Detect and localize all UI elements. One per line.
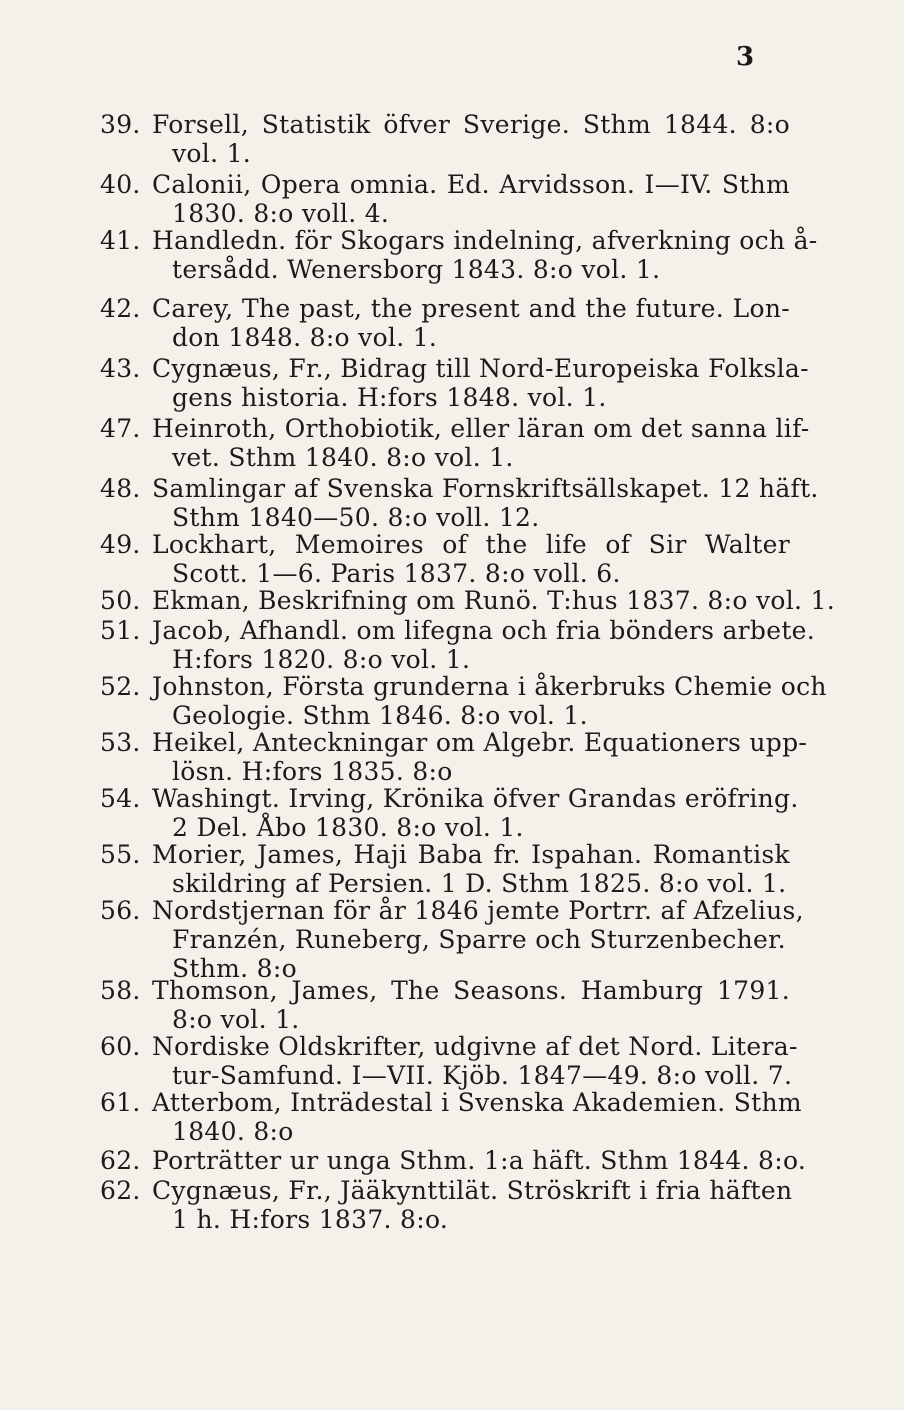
catalog-entry bbox=[100, 672, 827, 730]
entry-continuation-line: Sthm 1840—50. 8:o voll. 12. bbox=[172, 503, 540, 532]
entry-continuation-line: H:fors 1820. 8:o vol. 1. bbox=[172, 645, 471, 674]
entry-continuation-line: don 1848. 8:o vol. 1. bbox=[172, 323, 438, 352]
entry-text-line: Nordiske Oldskrifter, udgivne af det Nord. Litera- bbox=[152, 1032, 798, 1061]
entry-number: 61. bbox=[100, 1088, 141, 1117]
entry-text-line: Forsell, Statistik öfver Sverige. Sthm 1844. 8:o bbox=[152, 110, 790, 139]
entry-number: 52. bbox=[100, 672, 141, 701]
entry-number: 54. bbox=[100, 784, 141, 813]
entry-text-line: Thomson, James, The Seasons. Hamburg 1791. bbox=[152, 976, 790, 1005]
entry-text-line: Johnston, Första grunderna i åkerbruks Chemie och bbox=[152, 672, 827, 701]
entry-text-line: Carey, The past, the present and the future. Lon- bbox=[152, 294, 790, 323]
entry-number: 51. bbox=[100, 616, 141, 645]
entry-number: 49. bbox=[100, 530, 141, 559]
entry-text-line: Heikel, Anteckningar om Algebr. Equationers upp- bbox=[152, 728, 808, 757]
entry-continuation-line: vet. Sthm 1840. 8:o vol. 1. bbox=[172, 443, 514, 472]
entry-number: 40. bbox=[100, 170, 141, 199]
entry-continuation-line: gens historia. H:fors 1848. vol. 1. bbox=[172, 383, 607, 412]
entry-continuation-line: tersådd. Wenersborg 1843. 8:o vol. 1. bbox=[172, 255, 661, 284]
entry-text-line: Porträtter ur unga Sthm. 1:a häft. Sthm 1844. 8:o. bbox=[152, 1146, 807, 1175]
entry-number: 42. bbox=[100, 294, 141, 323]
entry-number: 62. bbox=[100, 1176, 141, 1205]
entry-text-line: Handledn. för Skogars indelning, afverkning och å- bbox=[152, 226, 818, 255]
catalog-entry bbox=[100, 1088, 802, 1146]
catalog-entry bbox=[100, 976, 790, 1034]
entry-text-line: Atterbom, Inträdestal i Svenska Akademien. Sthm bbox=[152, 1088, 802, 1117]
catalog-entry bbox=[100, 840, 790, 898]
entry-text-line: Heinroth, Orthobiotik, eller läran om det sanna lif- bbox=[152, 414, 810, 443]
entry-number: 43. bbox=[100, 354, 141, 383]
catalog-entry bbox=[100, 1032, 798, 1090]
entry-number: 55. bbox=[100, 840, 141, 869]
catalog-entry bbox=[100, 896, 804, 983]
catalog-entry bbox=[100, 530, 790, 588]
catalog-entry bbox=[100, 1146, 807, 1175]
entry-text-line: Calonii, Opera omnia. Ed. Arvidsson. I—IV. Sthm bbox=[152, 170, 790, 199]
entry-continuation-line: 8:o vol. 1. bbox=[172, 1005, 300, 1034]
page-number: 3 bbox=[736, 42, 755, 72]
catalog-entry bbox=[100, 728, 808, 786]
entry-continuation-line: Sthm. 8:o bbox=[172, 954, 297, 983]
catalog-entry bbox=[100, 474, 819, 532]
entry-number: 58. bbox=[100, 976, 141, 1005]
entry-text-line: Morier, James, Haji Baba fr. Ispahan. Romantisk bbox=[152, 840, 790, 869]
entry-number: 39. bbox=[100, 110, 141, 139]
entry-text-line: Samlingar af Svenska Fornskriftsällskapet. 12 häft. bbox=[152, 474, 819, 503]
entry-continuation-line: 2 Del. Åbo 1830. 8:o vol. 1. bbox=[172, 813, 524, 842]
entry-continuation-line: Franzén, Runeberg, Sparre och Sturzenbecher. bbox=[172, 925, 786, 954]
entry-continuation-line: Scott. 1—6. Paris 1837. 8:o voll. 6. bbox=[172, 559, 621, 588]
entry-number: 62. bbox=[100, 1146, 141, 1175]
entry-number: 60. bbox=[100, 1032, 141, 1061]
entry-continuation-line: lösn. H:fors 1835. 8:o bbox=[172, 757, 453, 786]
entry-text-line: Ekman, Beskrifning om Runö. T:hus 1837. 8:o vol. 1. bbox=[152, 586, 835, 615]
entry-number: 53. bbox=[100, 728, 141, 757]
entry-number: 56. bbox=[100, 896, 141, 925]
entry-continuation-line: 1830. 8:o voll. 4. bbox=[172, 199, 390, 228]
entry-continuation-line: vol. 1. bbox=[172, 139, 252, 168]
catalog-entry bbox=[100, 226, 818, 284]
entry-continuation-line: Geologie. Sthm 1846. 8:o vol. 1. bbox=[172, 701, 588, 730]
entry-continuation-line: 1840. 8:o bbox=[172, 1117, 294, 1146]
entry-number: 47. bbox=[100, 414, 141, 443]
catalog-entry bbox=[100, 414, 810, 472]
entry-text-line: Cygnæus, Fr., Bidrag till Nord-Europeiska Folksla- bbox=[152, 354, 809, 383]
entry-number: 48. bbox=[100, 474, 141, 503]
entry-number: 50. bbox=[100, 586, 141, 615]
catalog-entry bbox=[100, 354, 809, 412]
entry-continuation-line: tur-Samfund. I—VII. Kjöb. 1847—49. 8:o voll. 7. bbox=[172, 1061, 793, 1090]
catalog-entry bbox=[100, 784, 799, 842]
catalog-entry bbox=[100, 110, 790, 168]
entry-text-line: Washingt. Irving, Krönika öfver Grandas eröfring. bbox=[152, 784, 799, 813]
catalog-entry bbox=[100, 170, 790, 228]
catalog-entry bbox=[100, 586, 835, 615]
entry-text-line: Lockhart, Memoires of the life of Sir Walter bbox=[152, 530, 790, 559]
entry-text-line: Jacob, Afhandl. om lifegna och fria bönders arbete. bbox=[152, 616, 816, 645]
entry-continuation-line: skildring af Persien. 1 D. Sthm 1825. 8:o vol. 1. bbox=[172, 869, 787, 898]
entry-number: 41. bbox=[100, 226, 141, 255]
catalog-entry bbox=[100, 294, 790, 352]
catalog-entry bbox=[100, 616, 816, 674]
entry-text-line: Cygnæus, Fr., Jääkynttilät. Ströskrift i fria häften bbox=[152, 1176, 793, 1205]
entry-text-line: Nordstjernan för år 1846 jemte Portrr. af Afzelius, bbox=[152, 896, 804, 925]
catalog-entry bbox=[100, 1176, 793, 1234]
entry-continuation-line: 1 h. H:fors 1837. 8:o. bbox=[172, 1205, 449, 1234]
